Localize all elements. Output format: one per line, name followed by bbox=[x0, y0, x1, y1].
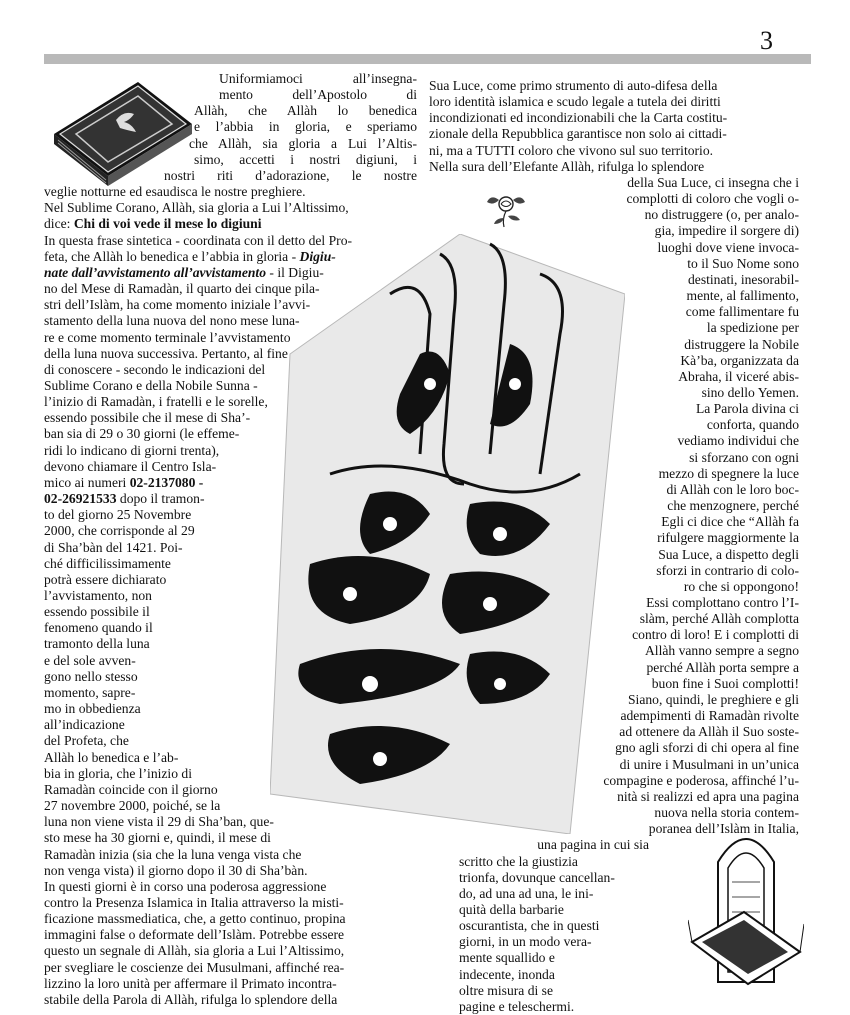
right-column-line bbox=[429, 740, 799, 756]
line-text: Allàh vanno sempre a segno bbox=[644, 643, 799, 659]
left-column-line bbox=[44, 701, 417, 717]
right-column-line bbox=[429, 223, 799, 239]
right-column-line bbox=[429, 78, 799, 94]
right-column-line bbox=[429, 240, 799, 256]
right-column-line bbox=[429, 563, 799, 579]
line-text: devono chiamare il Centro Isla- bbox=[44, 458, 217, 474]
line-text: lizzino la loro unità per affermare il Primato incontra- bbox=[44, 975, 337, 991]
left-column-line bbox=[44, 475, 417, 491]
right-column-line bbox=[429, 94, 799, 110]
left-column-line bbox=[44, 992, 417, 1008]
left-column-line bbox=[44, 911, 417, 927]
line-text: to il Suo Nome sono bbox=[687, 255, 799, 271]
right-column-line bbox=[429, 595, 799, 611]
line-text: 27 novembre 2000, poiché, se la bbox=[44, 798, 221, 814]
right-column-line bbox=[429, 805, 799, 821]
line-text: e l’abbia in gloria, e speriamo bbox=[194, 119, 417, 135]
line-text: ad ottenere da Allàh il Suo soste- bbox=[619, 724, 799, 740]
line-text: si sforzano con ogni bbox=[689, 449, 799, 465]
right-column-line bbox=[429, 918, 799, 934]
line-text: trionfa, dovunque cancellan- bbox=[459, 869, 615, 885]
left-column-line bbox=[44, 410, 417, 426]
line-text: pagine e teleschermi. bbox=[459, 998, 575, 1014]
bold-text: Chi di voi vede il mese lo digiuni bbox=[70, 216, 262, 232]
line-text: gno agli sforzi di chi opera al fine bbox=[615, 740, 799, 756]
left-column-line bbox=[44, 281, 417, 297]
line-text: oscurantista, che in questi bbox=[459, 918, 600, 934]
line-text: no del Mese di Ramadàn, il quarto dei cinque pila- bbox=[44, 281, 320, 297]
left-column-line bbox=[44, 443, 417, 459]
line-text: poranea dell’Islàm in Italia, bbox=[648, 821, 799, 837]
right-column-line bbox=[429, 547, 799, 563]
line-text: zionale della Repubblica garantisce non solo ai cittadi- bbox=[429, 126, 727, 142]
left-column-line bbox=[44, 168, 417, 184]
left-column-line bbox=[44, 297, 417, 313]
line-text: l’inizio di Ramadàn, i fratelli e le sorelle, bbox=[44, 394, 268, 410]
line-text: veglie notturne ed esaudisca le nostre preghiere. bbox=[44, 184, 306, 200]
line-text: quità della barbarie bbox=[459, 901, 564, 917]
line-text: e del sole avven- bbox=[44, 652, 136, 668]
line-text: che menzognere, perché bbox=[667, 498, 799, 514]
line-text: Egli ci dice che “Allàh fa bbox=[661, 514, 799, 530]
left-column-line bbox=[44, 362, 417, 378]
right-column-line bbox=[429, 320, 799, 336]
left-column-line bbox=[44, 685, 417, 701]
left-column-line bbox=[44, 717, 417, 733]
right-column-line bbox=[429, 288, 799, 304]
right-column bbox=[429, 78, 799, 1015]
line-text: l’avvistamento, non bbox=[44, 588, 152, 603]
line-text: ni, ma a TUTTI coloro che vivono sul suo territorio. bbox=[429, 142, 714, 158]
right-column-line bbox=[429, 433, 799, 449]
left-column-line bbox=[44, 960, 417, 976]
right-column-line bbox=[429, 126, 799, 142]
right-column-line bbox=[429, 304, 799, 320]
left-column-line bbox=[44, 71, 417, 87]
line-text: compagine e poderosa, affinché l’u- bbox=[603, 772, 799, 788]
right-column-line bbox=[429, 579, 799, 595]
line-text: feta, che Allàh lo benedica e l’abbia in gloria - bbox=[44, 248, 297, 264]
right-column-line bbox=[429, 482, 799, 498]
right-column-line bbox=[429, 950, 799, 966]
right-column-line bbox=[429, 466, 799, 482]
line-tail: dopo il tramon- bbox=[116, 491, 205, 507]
left-column-line bbox=[44, 830, 417, 846]
right-column-line bbox=[429, 870, 799, 886]
line-text: mento dell’Apostolo di bbox=[219, 87, 417, 103]
line-text: conforta, quando bbox=[706, 417, 799, 433]
line-tail: - il Digiu- bbox=[266, 264, 324, 280]
line-text: immagini false o deformate dell’Islàm. Potrebbe essere bbox=[44, 927, 345, 943]
left-column-line bbox=[44, 313, 417, 329]
left-column-line bbox=[44, 330, 417, 346]
line-text: stri dell’Islàm, ha come momento iniziale l’avvi- bbox=[44, 297, 311, 313]
left-column-line bbox=[44, 943, 417, 959]
line-text: mente, al fallimento, bbox=[686, 288, 799, 304]
line-text: giorni, in un modo vera- bbox=[459, 934, 592, 950]
line-text: simo, accetti i nostri digiuni, i bbox=[194, 151, 417, 167]
bold-text: 02-2137080 - bbox=[126, 474, 204, 490]
line-text: sino dello Yemen. bbox=[701, 384, 799, 400]
line-text: scritto che la giustizia bbox=[459, 853, 578, 869]
right-column-line bbox=[429, 369, 799, 385]
line-text: gono nello stesso bbox=[44, 668, 138, 684]
right-column-line bbox=[429, 159, 799, 175]
right-column-line bbox=[429, 627, 799, 643]
italic-text: Digiu- bbox=[296, 248, 336, 264]
line-text: ban sia di 29 o 30 giorni (le effeme- bbox=[44, 426, 240, 442]
line-text: di conoscere - secondo le indicazioni del bbox=[44, 361, 266, 377]
line-text: ficazione massmediatica, che, a getto continuo, propina bbox=[44, 911, 346, 927]
line-text: adempimenti di Ramadàn rivolte bbox=[620, 708, 799, 724]
right-column-line bbox=[429, 967, 799, 983]
line-text: ché difficilissimamente bbox=[44, 555, 171, 571]
line-text: di Sha’bàn del 1421. Poi- bbox=[44, 539, 183, 555]
line-text: Abraha, il viceré abis- bbox=[678, 368, 799, 384]
right-column-line bbox=[429, 934, 799, 950]
left-column-line bbox=[44, 184, 417, 200]
line-text: di Allàh con le loro boc- bbox=[666, 481, 799, 497]
left-column-line bbox=[44, 798, 417, 814]
left-column-line bbox=[44, 459, 417, 475]
line-text: nuova nella storia contem- bbox=[654, 805, 799, 821]
left-column-line bbox=[44, 216, 417, 232]
line-text: Nel Sublime Corano, Allàh, sia gloria a Lui l’Altissimo, bbox=[44, 200, 349, 216]
line-text: Siano, quindi, le preghiere e gli bbox=[627, 691, 799, 707]
left-column-line bbox=[44, 863, 417, 879]
right-column-line bbox=[429, 191, 799, 207]
header-bar bbox=[44, 54, 811, 64]
right-column-line bbox=[429, 708, 799, 724]
left-column-line bbox=[44, 879, 417, 895]
left-column-line bbox=[44, 895, 417, 911]
line-text: Sua Luce, a dispetto degli bbox=[658, 546, 799, 562]
page-number: 3 bbox=[760, 26, 773, 55]
line-text: Allàh, che Allàh lo benedica bbox=[194, 103, 417, 119]
left-column-line bbox=[44, 249, 417, 265]
right-column-line bbox=[429, 175, 799, 191]
line-text: Essi complottano contro l’I- bbox=[646, 595, 799, 610]
line-text: essendo possibile che il mese di Sha’- bbox=[44, 410, 251, 426]
right-column-line bbox=[429, 821, 799, 837]
line-text: bia in gloria, che l’inizio di bbox=[44, 765, 192, 781]
left-column-line bbox=[44, 540, 417, 556]
left-column-line bbox=[44, 233, 417, 249]
right-column-line bbox=[429, 902, 799, 918]
line-text: distruggere la Nobile bbox=[684, 336, 799, 352]
line-text: mente squallido e bbox=[459, 950, 555, 966]
right-column-line bbox=[429, 498, 799, 514]
line-text: complotti di coloro che vogli o- bbox=[626, 191, 799, 207]
right-column-line bbox=[429, 417, 799, 433]
left-column-line bbox=[44, 152, 417, 168]
left-column-line bbox=[44, 136, 417, 152]
line-text: destinati, inesorabil- bbox=[688, 271, 799, 287]
left-column-line bbox=[44, 927, 417, 943]
left-column-line bbox=[44, 782, 417, 798]
left-column-line bbox=[44, 378, 417, 394]
line-text: questo un segnale di Allàh, sia gloria a Lui l’Altissimo, bbox=[44, 943, 345, 959]
right-column-line bbox=[429, 854, 799, 870]
left-column-line bbox=[44, 733, 417, 749]
right-column-line bbox=[429, 385, 799, 401]
left-column-line bbox=[44, 766, 417, 782]
line-text: dice: bbox=[44, 216, 71, 232]
line-text: stabile della Parola di Allàh, rifulga lo splendore della bbox=[44, 991, 338, 1007]
right-column-line bbox=[429, 530, 799, 546]
line-text: nità si realizzi ed apra una pagina bbox=[617, 788, 799, 804]
line-text: del Profeta, che bbox=[44, 733, 129, 749]
line-text: In questi giorni è in corso una poderosa aggressione bbox=[44, 878, 327, 894]
line-text: contro la Presenza Islamica in Italia attraverso la misti- bbox=[44, 894, 344, 910]
line-text: indecente, inonda bbox=[459, 966, 555, 982]
line-text: una pagina in cui sia bbox=[537, 837, 649, 853]
right-column-line bbox=[429, 643, 799, 659]
right-column-line bbox=[429, 611, 799, 627]
right-column-line bbox=[429, 724, 799, 740]
line-text: incondizionati ed incondizionabili che la Carta costitu- bbox=[429, 110, 728, 126]
right-column-line bbox=[429, 514, 799, 530]
line-text: della luna nuova successiva. Pertanto, al fine bbox=[44, 345, 288, 361]
line-text: re e come momento terminale l’avvistamento bbox=[44, 329, 291, 345]
right-column-line bbox=[429, 337, 799, 353]
right-column-line bbox=[429, 773, 799, 789]
line-text: do, ad una ad una, le ini- bbox=[459, 885, 594, 901]
line-text: mico ai numeri bbox=[44, 474, 127, 490]
left-column-line bbox=[44, 346, 417, 362]
left-column-line bbox=[44, 750, 417, 766]
line-text: Nella sura dell’Elefante Allàh, rifulga lo splendore bbox=[429, 158, 705, 174]
right-column-line bbox=[429, 110, 799, 126]
left-column-line bbox=[44, 653, 417, 669]
line-text: Allàh lo benedica e l’ab- bbox=[44, 749, 179, 765]
left-column-line bbox=[44, 636, 417, 652]
right-column-line bbox=[429, 983, 799, 999]
left-column-line bbox=[44, 200, 417, 216]
left-column bbox=[44, 71, 417, 1008]
left-column-line bbox=[44, 103, 417, 119]
line-text: luna non viene vista il 29 di Sha’ban, que- bbox=[44, 814, 274, 830]
line-text: buon fine i Suoi complotti! bbox=[651, 675, 799, 691]
line-text: momento, sapre- bbox=[44, 684, 136, 700]
line-text: Ramadàn inizia (sia che la luna venga vista che bbox=[44, 846, 302, 862]
line-text: sforzi in contrario di colo- bbox=[656, 562, 799, 578]
line-text: ridi lo indicano di giorni trenta), bbox=[44, 442, 220, 458]
line-text: La Parola divina ci bbox=[695, 401, 799, 417]
line-text: gia, impedire il sorgere di) bbox=[654, 223, 799, 239]
right-column-line bbox=[429, 450, 799, 466]
line-text: rifulgere maggiormente la bbox=[657, 530, 799, 546]
line-text: 2000, che corrisponde al 29 bbox=[44, 523, 195, 539]
right-column-line bbox=[429, 692, 799, 708]
line-text: In questa frase sintetica - coordinata con il detto del Pro- bbox=[44, 232, 353, 248]
left-column-line bbox=[44, 426, 417, 442]
line-text: Kà’ba, organizzata da bbox=[680, 352, 799, 368]
left-column-line bbox=[44, 394, 417, 410]
line-text: Sublime Corano e della Nobile Sunna - bbox=[44, 377, 258, 393]
line-text: all’indicazione bbox=[44, 717, 125, 733]
line-text: di unire i Musulmani in un’unica bbox=[619, 756, 799, 772]
left-column-line bbox=[44, 976, 417, 992]
right-column-line bbox=[429, 837, 799, 853]
line-text: della Sua Luce, ci insegna che i bbox=[627, 174, 799, 190]
line-text: che Allàh, sia gloria a Lui l’Altis- bbox=[189, 135, 417, 151]
line-text: non venga vista) il giorno dopo il 30 di Sha’bàn. bbox=[44, 862, 308, 878]
line-text: mezzo di spegnere la luce bbox=[658, 465, 799, 481]
line-text: sto mese ha 30 giorni e, quindi, il mese di bbox=[44, 830, 271, 846]
line-text: ro che si oppongono! bbox=[683, 578, 799, 594]
left-column-line bbox=[44, 669, 417, 685]
left-column-line bbox=[44, 814, 417, 830]
left-column-line bbox=[44, 588, 417, 604]
bold-text: 02-26921533 bbox=[44, 491, 117, 507]
line-text: oltre misura di se bbox=[459, 982, 554, 998]
line-text: mo in obbedienza bbox=[44, 701, 141, 717]
line-text: to del giorno 25 Novembre bbox=[44, 507, 192, 523]
line-text: Ramadàn coincide con il giorno bbox=[44, 781, 218, 797]
line-text: Uniformiamoci all’insegna- bbox=[219, 71, 417, 86]
left-column-line bbox=[44, 572, 417, 588]
left-column-line bbox=[44, 604, 417, 620]
right-column-line bbox=[429, 256, 799, 272]
left-column-line bbox=[44, 556, 417, 572]
right-column-line bbox=[429, 660, 799, 676]
line-text: tramonto della luna bbox=[44, 636, 150, 652]
left-column-line bbox=[44, 491, 417, 507]
right-column-line bbox=[429, 886, 799, 902]
left-column-line bbox=[44, 119, 417, 135]
line-text: fenomeno quando il bbox=[44, 620, 153, 636]
line-text: vediamo individui che bbox=[677, 433, 799, 449]
left-column-line bbox=[44, 620, 417, 636]
right-column-line bbox=[429, 401, 799, 417]
line-text: loro identità islamica e scudo legale a tutela dei diritti bbox=[429, 94, 721, 110]
right-column-line bbox=[429, 757, 799, 773]
line-text: essendo possibile il bbox=[44, 604, 150, 620]
left-column-line bbox=[44, 87, 417, 103]
line-text: la spedizione per bbox=[706, 320, 799, 336]
right-column-line bbox=[429, 207, 799, 223]
left-column-line bbox=[44, 523, 417, 539]
line-text: luoghi dove viene invoca- bbox=[657, 239, 799, 255]
right-column-line bbox=[429, 789, 799, 805]
line-text: stamento della luna nuova del nono mese luna- bbox=[44, 313, 300, 329]
line-text: contro di loro! E i complotti di bbox=[632, 627, 799, 643]
italic-text: nate dall’avvistamento all’avvistamento bbox=[44, 264, 267, 280]
line-text: slàm, perché Allàh complotta bbox=[639, 611, 799, 627]
right-column-line bbox=[429, 143, 799, 159]
line-text: come fallimentare fu bbox=[685, 304, 799, 320]
line-text: per svegliare le coscienze dei Musulmani, affinché rea- bbox=[44, 959, 345, 975]
left-column-line bbox=[44, 507, 417, 523]
right-column-line bbox=[429, 353, 799, 369]
right-column-line bbox=[429, 272, 799, 288]
left-column-line bbox=[44, 265, 417, 281]
right-column-line bbox=[429, 676, 799, 692]
line-text: nostri riti d’adorazione, le nostre bbox=[164, 167, 417, 183]
left-column-line bbox=[44, 847, 417, 863]
line-text: no distruggere (o, per analo- bbox=[644, 207, 799, 223]
line-text: perché Allàh porta sempre a bbox=[646, 659, 799, 675]
line-text: Sua Luce, come primo strumento di auto-difesa della bbox=[429, 78, 718, 93]
line-text: potrà essere dichiarato bbox=[44, 571, 167, 587]
